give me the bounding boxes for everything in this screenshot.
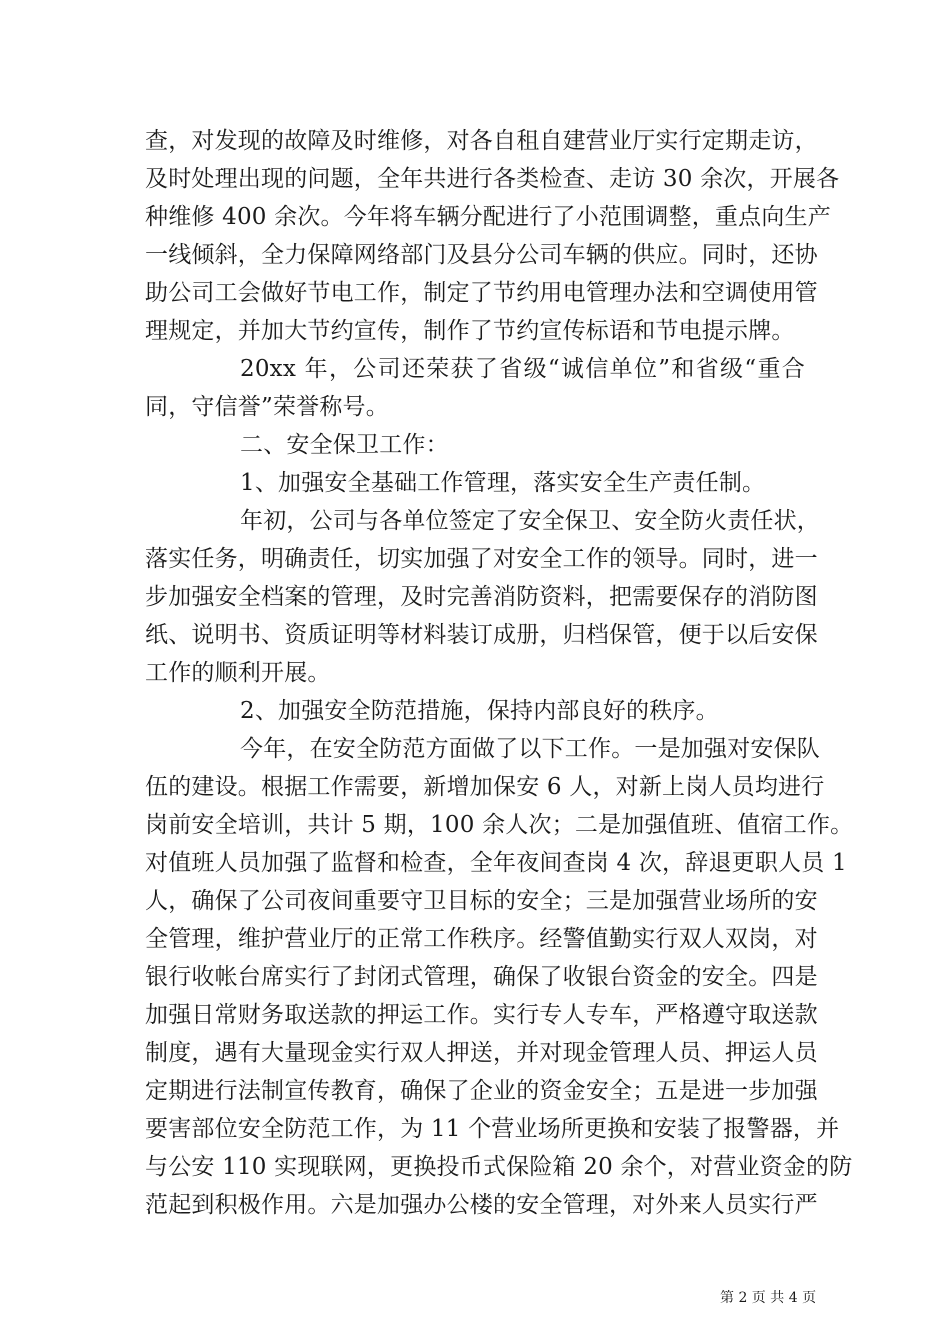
text-line: 范起到积极作用。六是加强办公楼的安全管理，对外来人员实行严 xyxy=(145,1192,818,1218)
text-line: 一线倾斜，全力保障网络部门及县分公司车辆的供应。同时，还协 xyxy=(145,242,818,268)
text-line: 伍的建设。根据工作需要，新增加保安 6 人，对新上岗人员均进行 xyxy=(145,774,825,800)
text-line: 要害部位安全防范工作，为 11 个营业场所更换和安装了报警器，并 xyxy=(145,1116,840,1142)
text-line: 及时处理出现的问题，全年共进行各类检查、走访 30 余次，开展各 xyxy=(145,166,840,192)
text-line: 制度，遇有大量现金实行双人押送，并对现金管理人员、押运人员 xyxy=(145,1040,818,1066)
text-line: 银行收帐台席实行了封闭式管理，确保了收银台资金的安全。四是 xyxy=(145,964,818,990)
text-line: 同，守信誉”荣誉称号。 xyxy=(145,394,389,420)
text-line: 今年，在安全防范方面做了以下工作。一是加强对安保队 xyxy=(240,736,820,762)
text-line: 步加强安全档案的管理，及时完善消防资料，把需要保存的消防图 xyxy=(145,584,818,610)
text-line: 理规定，并加大节约宣传，制作了节约宣传标语和节电提示牌。 xyxy=(145,318,795,344)
text-line: 查，对发现的故障及时维修，对各自租自建营业厅实行定期走访， xyxy=(145,128,818,154)
section-heading: 二、安全保卫工作： xyxy=(240,432,449,458)
text-line: 全管理，维护营业厅的正常工作秩序。经警值勤实行双人双岗，对 xyxy=(145,926,818,952)
document-body xyxy=(145,122,854,1224)
text-line: 定期进行法制宣传教育，确保了企业的资金安全；五是进一步加强 xyxy=(145,1078,818,1104)
text-line: 加强日常财务取送款的押运工作。实行专人专车，严格遵守取送款 xyxy=(145,1002,818,1028)
subsection-heading: 2、加强安全防范措施，保持内部良好的秩序。 xyxy=(240,698,719,724)
text-line: 纸、说明书、资质证明等材料装订成册，归档保管，便于以后安保 xyxy=(145,622,818,648)
text-line: 年初，公司与各单位签定了安全保卫、安全防火责任状， xyxy=(240,508,820,534)
subsection-heading: 1、加强安全基础工作管理，落实安全生产责任制。 xyxy=(240,470,766,496)
text-line: 工作的顺利开展。 xyxy=(145,660,331,686)
text-line: 落实任务，明确责任，切实加强了对安全工作的领导。同时，进一 xyxy=(145,546,818,572)
text-line: 种维修 400 余次。今年将车辆分配进行了小范围调整，重点向生产 xyxy=(145,204,831,230)
text-line: 与公安 110 实现联网，更换投币式保险箱 20 余个，对营业资金的防 xyxy=(145,1154,853,1180)
text-line: 20xx 年，公司还荣获了省级“诚信单位”和省级“重合 xyxy=(240,356,805,382)
text-line: 助公司工会做好节电工作，制定了节约用电管理办法和空调使用管 xyxy=(145,280,818,306)
text-line: 岗前安全培训，共计 5 期，100 余人次；二是加强值班、值宿工作。 xyxy=(145,812,854,838)
text-line: 人，确保了公司夜间重要守卫目标的安全；三是加强营业场所的安 xyxy=(145,888,818,914)
text-line: 对值班人员加强了监督和检查，全年夜间查岗 4 次，辞退更职人员 1 xyxy=(145,850,847,876)
page-number: 第 2 页 共 4 页 xyxy=(720,1290,817,1306)
